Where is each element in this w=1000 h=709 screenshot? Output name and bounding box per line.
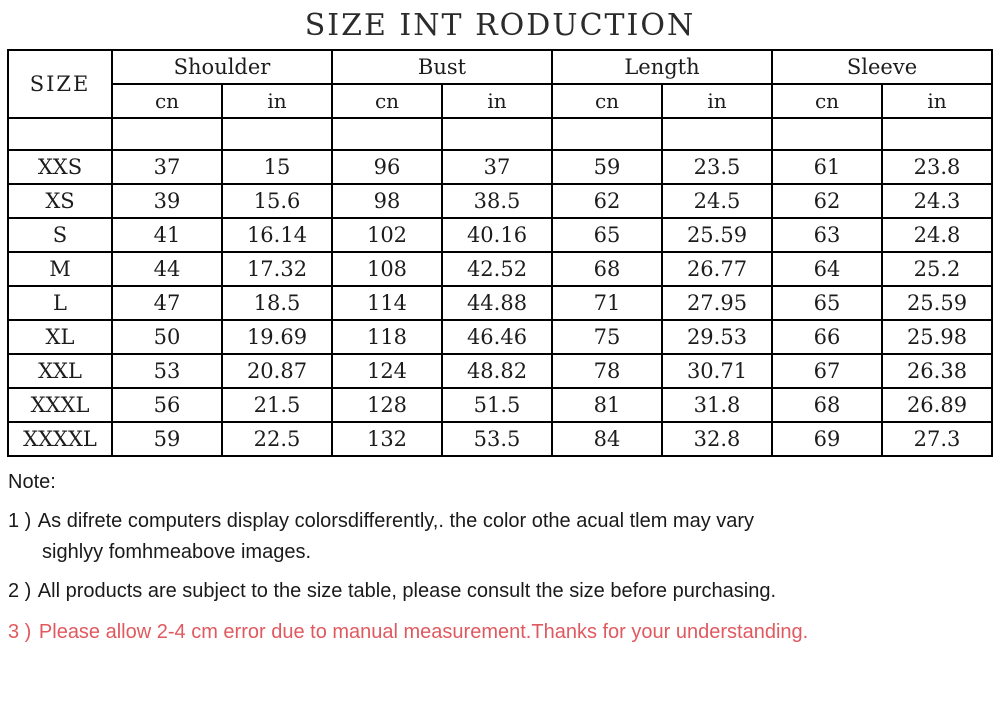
cell-sleeve-in: 24.8 bbox=[882, 218, 992, 252]
cell-length-in: 32.8 bbox=[662, 422, 772, 456]
note-item-2 bbox=[8, 578, 1000, 605]
cell-length-in: 23.5 bbox=[662, 150, 772, 184]
unit-header-sleeve-cn: cn bbox=[772, 84, 882, 118]
cell-bust-in: 38.5 bbox=[442, 184, 552, 218]
cell-shoulder-cn: 47 bbox=[112, 286, 222, 320]
cell-length-cn: 65 bbox=[552, 218, 662, 252]
cell-sleeve-in: 26.89 bbox=[882, 388, 992, 422]
column-group-shoulder: Shoulder bbox=[112, 50, 332, 84]
cell-shoulder-cn: 41 bbox=[112, 218, 222, 252]
cell-bust-cn: 96 bbox=[332, 150, 442, 184]
table-row bbox=[8, 252, 992, 286]
row-size-label: M bbox=[8, 252, 112, 286]
cell-sleeve-in: 27.3 bbox=[882, 422, 992, 456]
table-header bbox=[8, 50, 992, 118]
cell-length-in: 31.8 bbox=[662, 388, 772, 422]
cell-length-in: 27.95 bbox=[662, 286, 772, 320]
notes-heading: Note: bbox=[8, 471, 56, 493]
cell-bust-cn: 124 bbox=[332, 354, 442, 388]
cell-length-in: 26.77 bbox=[662, 252, 772, 286]
cell-bust-in: 40.16 bbox=[442, 218, 552, 252]
note-text-2: All products are subject to the size table, please consult the size before purchasing. bbox=[37, 580, 776, 602]
spacer-cell bbox=[442, 118, 552, 150]
cell-bust-cn: 118 bbox=[332, 320, 442, 354]
cell-length-cn: 75 bbox=[552, 320, 662, 354]
cell-bust-in: 42.52 bbox=[442, 252, 552, 286]
cell-shoulder-in: 15 bbox=[222, 150, 332, 184]
cell-shoulder-in: 21.5 bbox=[222, 388, 332, 422]
cell-shoulder-in: 16.14 bbox=[222, 218, 332, 252]
row-size-label: XXXXL bbox=[8, 422, 112, 456]
unit-header-length-in: in bbox=[662, 84, 772, 118]
cell-bust-cn: 98 bbox=[332, 184, 442, 218]
cell-sleeve-cn: 68 bbox=[772, 388, 882, 422]
table-row bbox=[8, 184, 992, 218]
cell-shoulder-cn: 44 bbox=[112, 252, 222, 286]
cell-length-cn: 62 bbox=[552, 184, 662, 218]
cell-shoulder-cn: 39 bbox=[112, 184, 222, 218]
cell-sleeve-cn: 69 bbox=[772, 422, 882, 456]
cell-sleeve-in: 25.98 bbox=[882, 320, 992, 354]
cell-bust-cn: 102 bbox=[332, 218, 442, 252]
note-text-3: Please allow 2-4 cm error due to manual measurement.Thanks for your understanding. bbox=[38, 621, 809, 643]
cell-shoulder-in: 15.6 bbox=[222, 184, 332, 218]
cell-sleeve-cn: 62 bbox=[772, 184, 882, 218]
note-number-1: 1 ) bbox=[8, 510, 32, 532]
unit-header-bust-in: in bbox=[442, 84, 552, 118]
cell-shoulder-cn: 53 bbox=[112, 354, 222, 388]
cell-sleeve-cn: 63 bbox=[772, 218, 882, 252]
cell-bust-in: 53.5 bbox=[442, 422, 552, 456]
table-row bbox=[8, 320, 992, 354]
unit-header-length-cn: cn bbox=[552, 84, 662, 118]
cell-sleeve-cn: 66 bbox=[772, 320, 882, 354]
cell-shoulder-in: 18.5 bbox=[222, 286, 332, 320]
column-group-sleeve: Sleeve bbox=[772, 50, 992, 84]
spacer-cell bbox=[222, 118, 332, 150]
note-text-1: As difrete computers display colorsdifferently,. the color othe acual tlem may vary bbox=[37, 510, 755, 532]
cell-sleeve-cn: 67 bbox=[772, 354, 882, 388]
column-group-length: Length bbox=[552, 50, 772, 84]
cell-shoulder-in: 22.5 bbox=[222, 422, 332, 456]
cell-length-in: 30.71 bbox=[662, 354, 772, 388]
row-size-label: XL bbox=[8, 320, 112, 354]
cell-bust-in: 44.88 bbox=[442, 286, 552, 320]
row-size-label: XXL bbox=[8, 354, 112, 388]
cell-sleeve-in: 23.8 bbox=[882, 150, 992, 184]
cell-bust-in: 51.5 bbox=[442, 388, 552, 422]
cell-length-cn: 59 bbox=[552, 150, 662, 184]
cell-sleeve-in: 25.59 bbox=[882, 286, 992, 320]
spacer-cell bbox=[772, 118, 882, 150]
row-size-label: S bbox=[8, 218, 112, 252]
spacer-cell bbox=[8, 118, 112, 150]
unit-header-shoulder-cn: cn bbox=[112, 84, 222, 118]
cell-shoulder-in: 20.87 bbox=[222, 354, 332, 388]
note-item-3 bbox=[8, 619, 1000, 646]
spacer-cell bbox=[662, 118, 772, 150]
unit-header-bust-cn: cn bbox=[332, 84, 442, 118]
note-number-2: 2 ) bbox=[8, 580, 32, 602]
cell-shoulder-cn: 37 bbox=[112, 150, 222, 184]
column-group-bust: Bust bbox=[332, 50, 552, 84]
spacer-cell bbox=[552, 118, 662, 150]
cell-length-cn: 71 bbox=[552, 286, 662, 320]
cell-bust-cn: 128 bbox=[332, 388, 442, 422]
cell-length-in: 24.5 bbox=[662, 184, 772, 218]
table-row bbox=[8, 422, 992, 456]
cell-sleeve-in: 25.2 bbox=[882, 252, 992, 286]
spacer-cell bbox=[332, 118, 442, 150]
table-row bbox=[8, 388, 992, 422]
cell-sleeve-cn: 64 bbox=[772, 252, 882, 286]
row-size-label: XXXL bbox=[8, 388, 112, 422]
cell-length-in: 29.53 bbox=[662, 320, 772, 354]
unit-header-shoulder-in: in bbox=[222, 84, 332, 118]
row-size-label: XXS bbox=[8, 150, 112, 184]
cell-shoulder-in: 19.69 bbox=[222, 320, 332, 354]
row-size-label: XS bbox=[8, 184, 112, 218]
note-item-1-continuation: sighlyy fomhmeabove images. bbox=[42, 541, 312, 563]
cell-shoulder-cn: 50 bbox=[112, 320, 222, 354]
size-table bbox=[7, 49, 993, 457]
table-spacer-row bbox=[8, 118, 992, 150]
column-header-size: SIZE bbox=[8, 50, 112, 118]
cell-bust-in: 46.46 bbox=[442, 320, 552, 354]
unit-header-sleeve-in: in bbox=[882, 84, 992, 118]
cell-sleeve-in: 26.38 bbox=[882, 354, 992, 388]
spacer-cell bbox=[112, 118, 222, 150]
table-row bbox=[8, 286, 992, 320]
table-header-row-units bbox=[8, 84, 992, 118]
note-number-3: 3 ) bbox=[8, 621, 32, 643]
page-title: SIZE INT RODUCTION bbox=[304, 8, 696, 43]
cell-length-in: 25.59 bbox=[662, 218, 772, 252]
cell-shoulder-cn: 56 bbox=[112, 388, 222, 422]
row-size-label: L bbox=[8, 286, 112, 320]
notes-section bbox=[8, 471, 1000, 646]
table-header-row-groups bbox=[8, 50, 992, 84]
note-item-1 bbox=[8, 508, 1000, 535]
cell-shoulder-in: 17.32 bbox=[222, 252, 332, 286]
cell-sleeve-cn: 61 bbox=[772, 150, 882, 184]
cell-bust-cn: 108 bbox=[332, 252, 442, 286]
cell-bust-in: 48.82 bbox=[442, 354, 552, 388]
cell-bust-in: 37 bbox=[442, 150, 552, 184]
cell-bust-cn: 132 bbox=[332, 422, 442, 456]
cell-bust-cn: 114 bbox=[332, 286, 442, 320]
spacer-cell bbox=[882, 118, 992, 150]
cell-length-cn: 81 bbox=[552, 388, 662, 422]
cell-length-cn: 68 bbox=[552, 252, 662, 286]
cell-length-cn: 84 bbox=[552, 422, 662, 456]
cell-shoulder-cn: 59 bbox=[112, 422, 222, 456]
table-row bbox=[8, 218, 992, 252]
cell-sleeve-in: 24.3 bbox=[882, 184, 992, 218]
table-row bbox=[8, 150, 992, 184]
cell-sleeve-cn: 65 bbox=[772, 286, 882, 320]
table-body bbox=[8, 118, 992, 456]
cell-length-cn: 78 bbox=[552, 354, 662, 388]
table-row bbox=[8, 354, 992, 388]
